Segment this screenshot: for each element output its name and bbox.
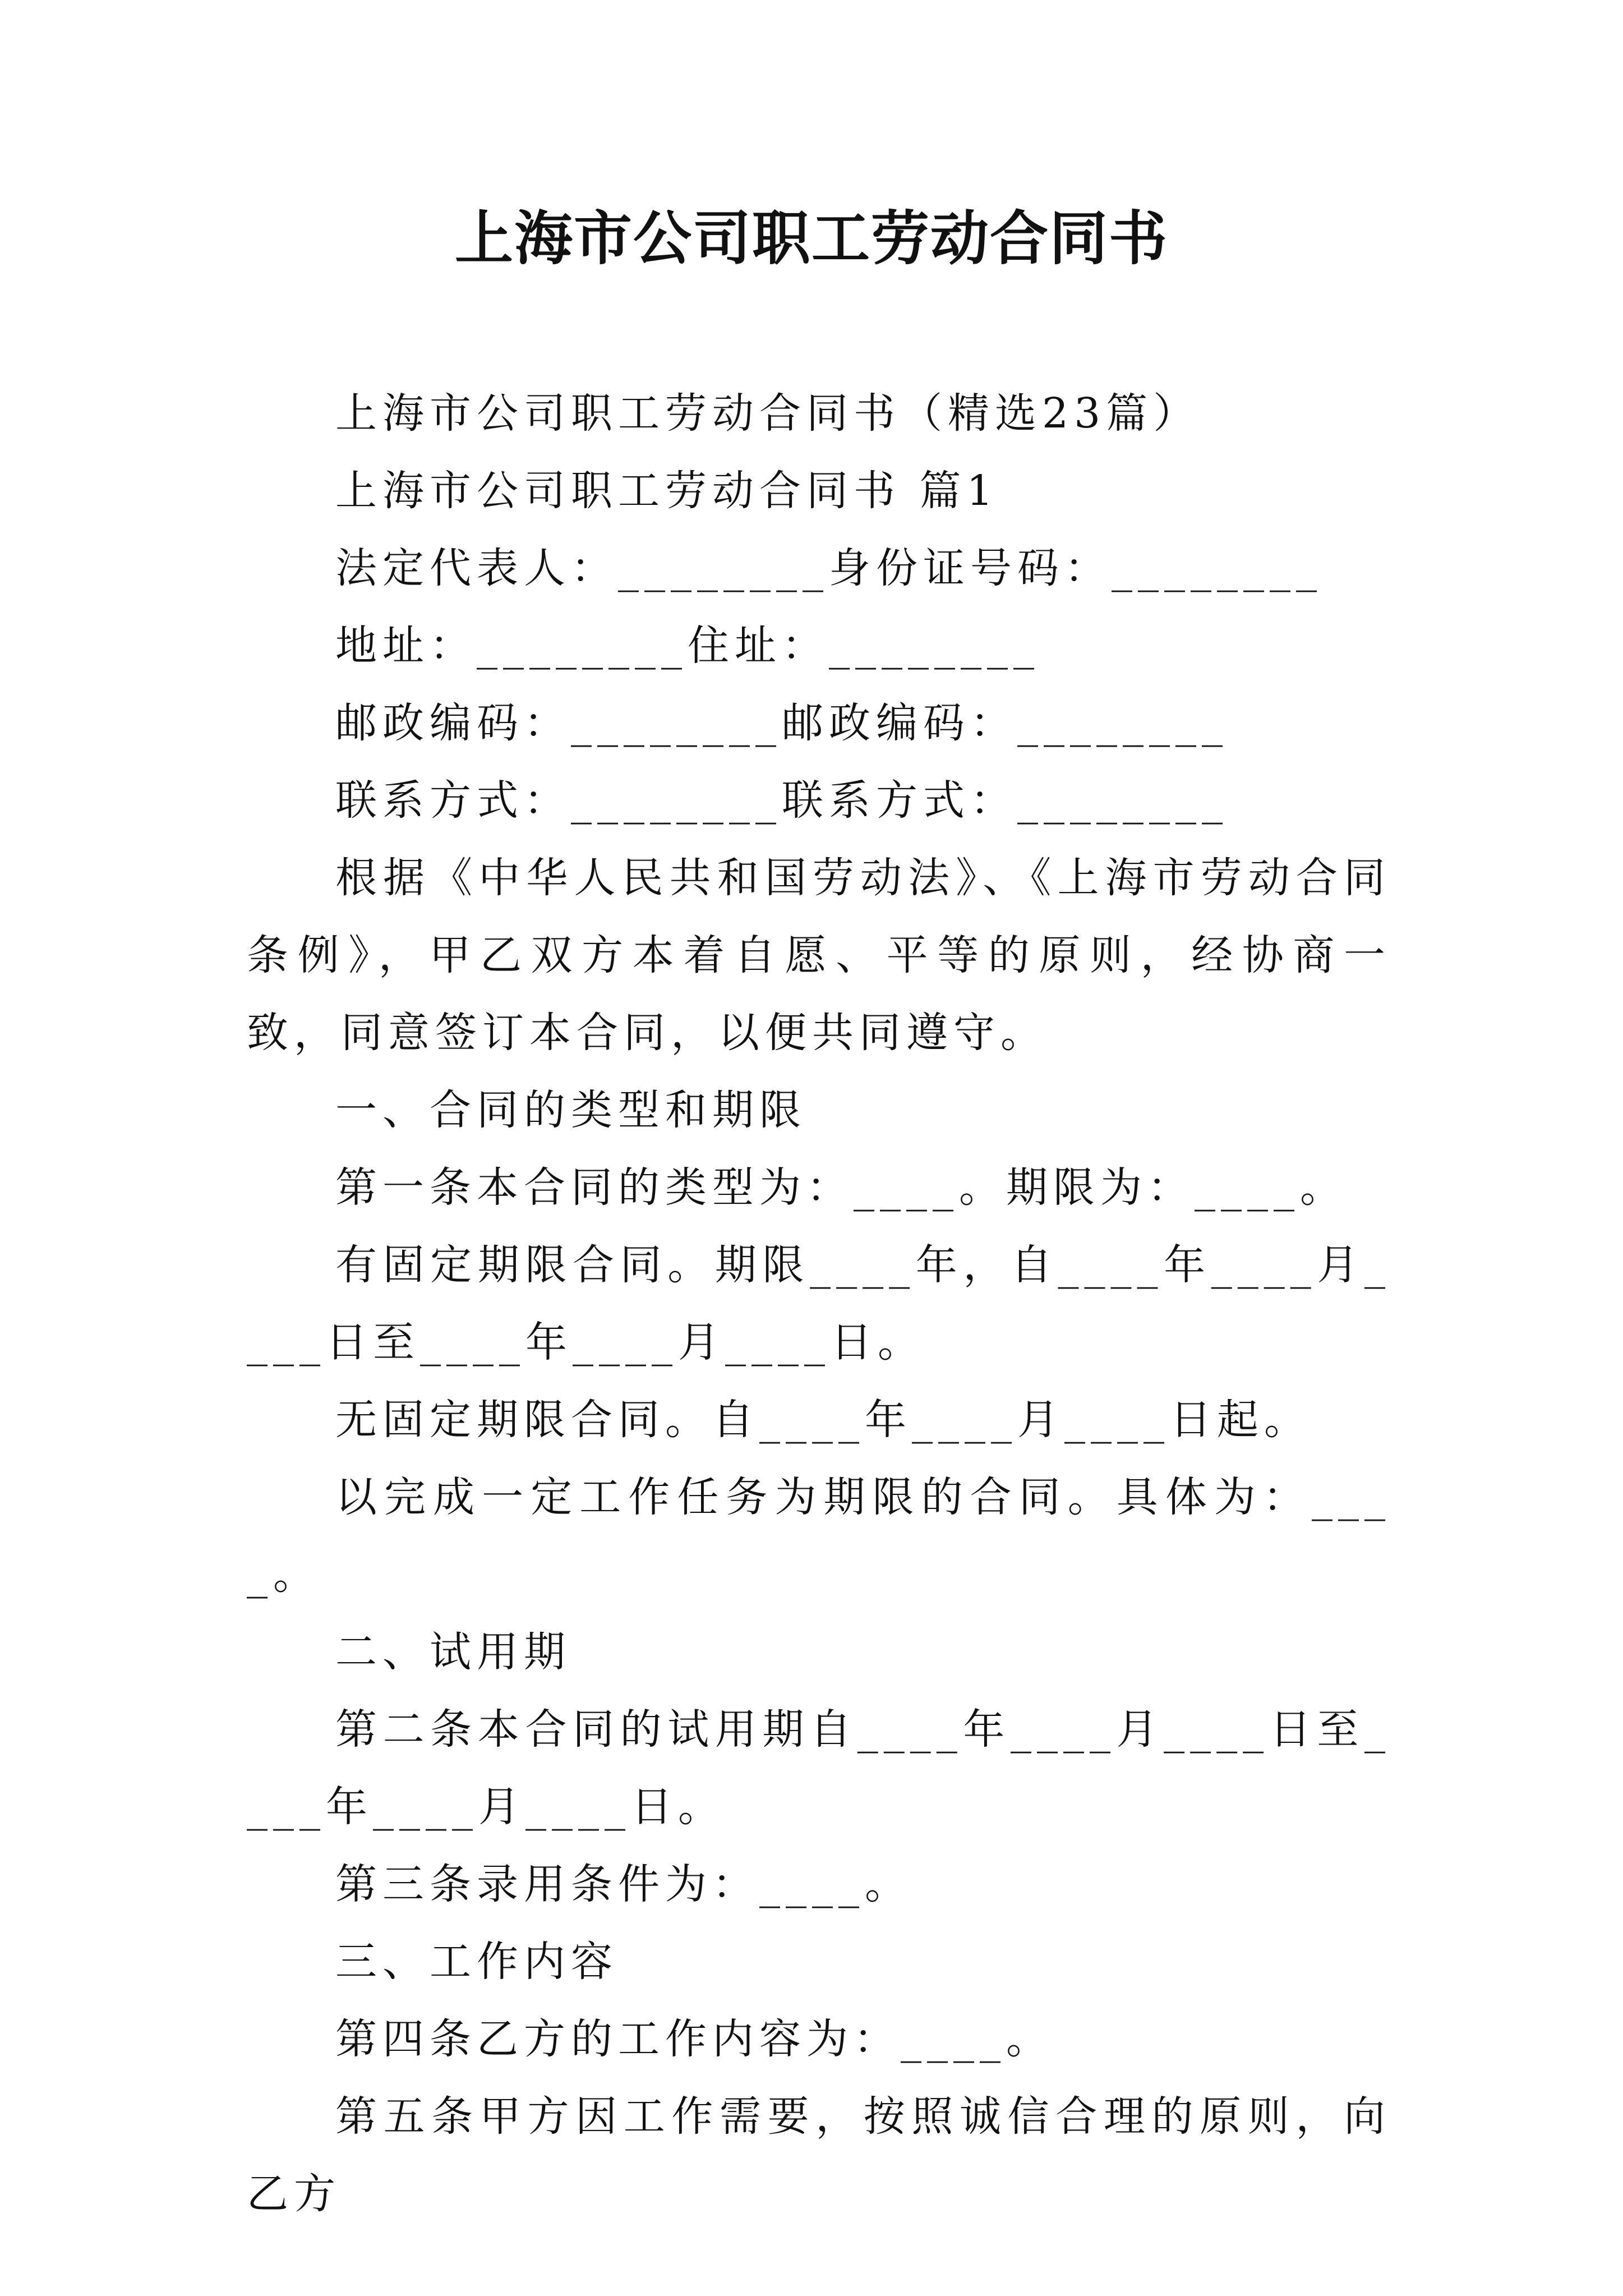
document-title: 上海市公司职工劳动合同书 bbox=[454, 204, 1168, 273]
paragraph: 第二条本合同的试用期自____年____月____日至____年____月____日。 bbox=[247, 1705, 1391, 1831]
paragraph: 第四条乙方的工作内容为：____。 bbox=[335, 2015, 1053, 2063]
section-heading: 三、工作内容 bbox=[335, 1938, 618, 1986]
paragraph: 邮政编码：________邮政编码：________ bbox=[335, 699, 1228, 747]
paragraph: 第三条录用条件为：____。 bbox=[335, 1860, 912, 1908]
paragraph: 有固定期限合同。期限____年，自____年____月____日至____年____月____日。 bbox=[247, 1241, 1391, 1366]
paragraph: 法定代表人：________身份证号码：________ bbox=[335, 544, 1322, 592]
paragraph: 第一条本合同的类型为：____。期限为：____。 bbox=[335, 1163, 1347, 1212]
paragraph: 地址：________住址：________ bbox=[335, 622, 1040, 670]
paragraph: 上海市公司职工劳动合同书 篇1 bbox=[335, 467, 999, 515]
paragraph: 第五条甲方因工作需要，按照诚信合理的原则，向乙方 bbox=[247, 2092, 1391, 2218]
section-heading: 二、试用期 bbox=[335, 1628, 571, 1676]
paragraph: 以完成一定工作任务为期限的合同。具体为：____。 bbox=[247, 1473, 1391, 1599]
paragraph: 上海市公司职工劳动合同书（精选23篇） bbox=[335, 389, 1201, 438]
section-heading: 一、合同的类型和期限 bbox=[335, 1086, 806, 1134]
paragraph: 根据《中华人民共和国劳动法》、《上海市劳动合同条例》，甲乙双方本着自愿、平等的原则，经协商一致，同意签订本合同，以便共同遵守。 bbox=[247, 854, 1391, 1057]
document-body bbox=[247, 375, 1391, 2233]
paragraph: 无固定期限合同。自____年____月____日起。 bbox=[335, 1396, 1311, 1444]
paragraph: 联系方式：________联系方式：________ bbox=[335, 776, 1228, 825]
